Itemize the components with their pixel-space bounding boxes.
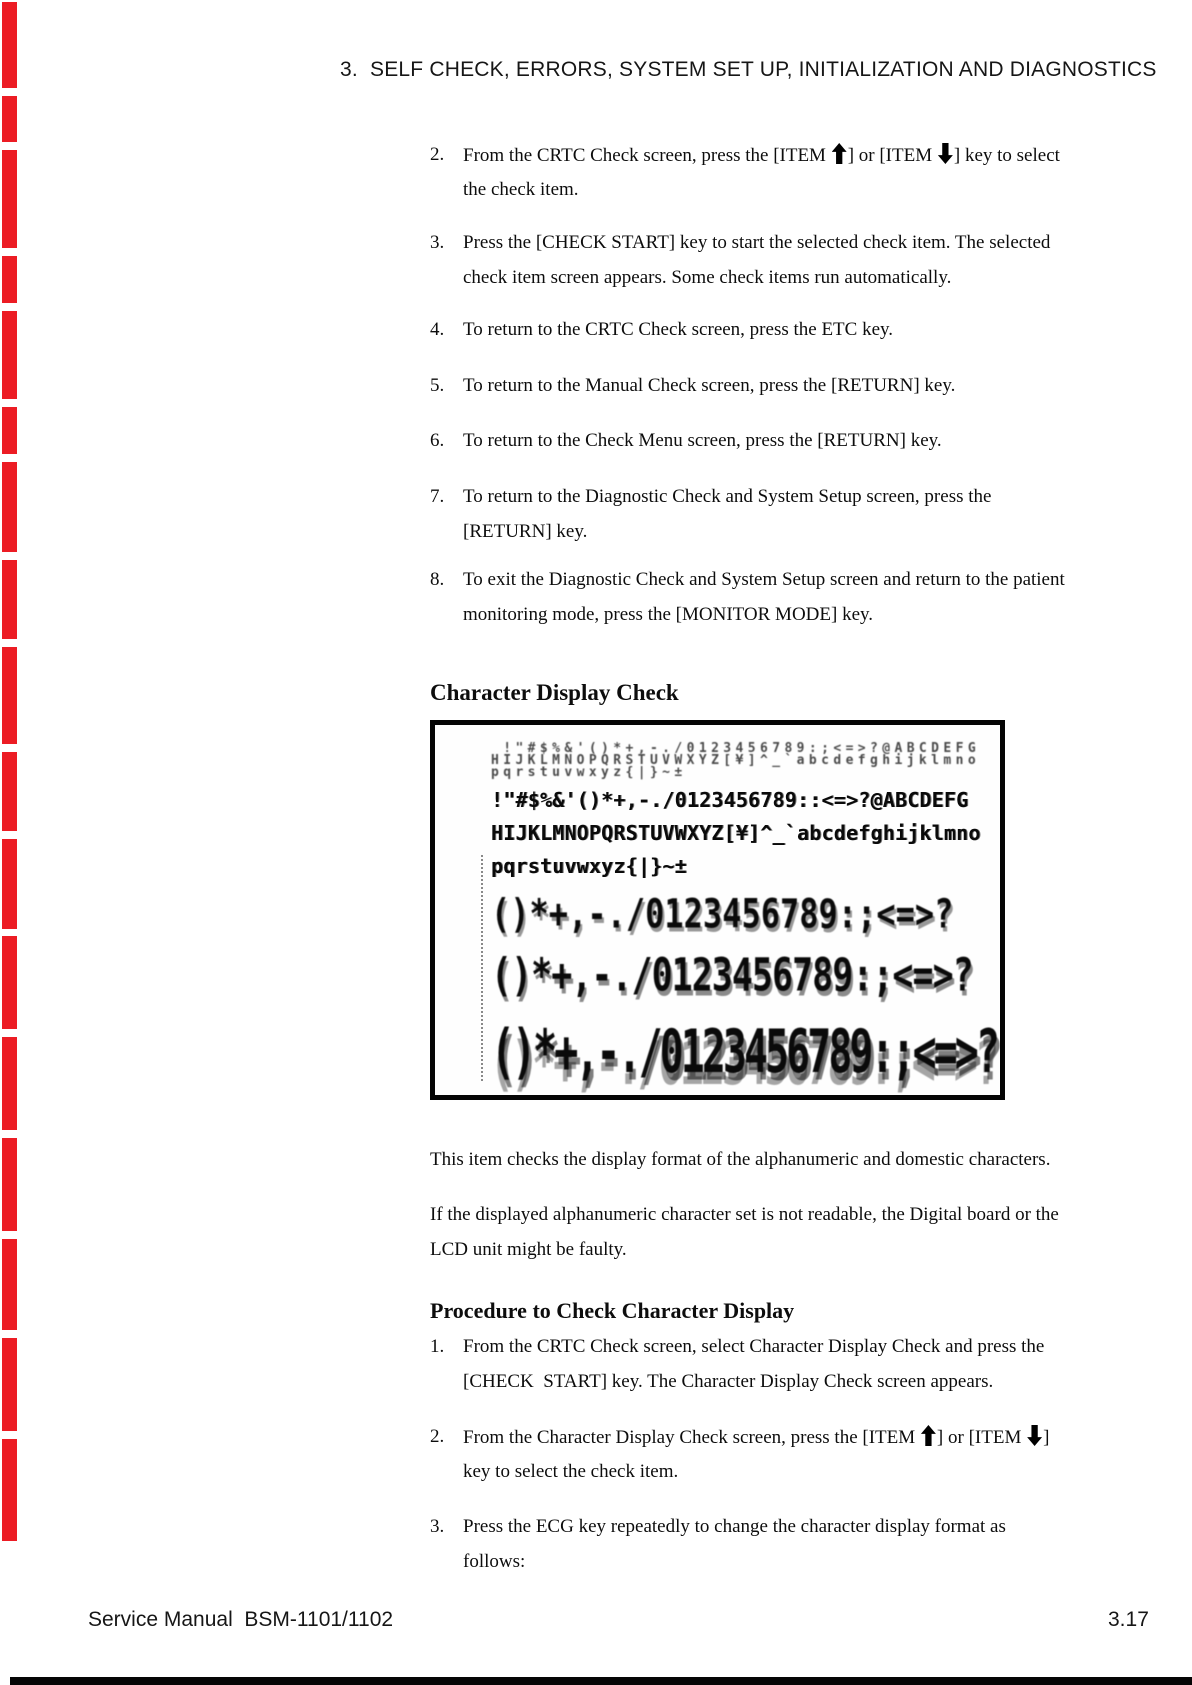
crt-small-line: HIJKLMNOPQRSTUVWXYZ[¥]^_`abcdefghijklmno — [491, 753, 981, 768]
step-line: monitoring mode, press the [MONITOR MODE] key. — [463, 604, 874, 625]
scan-edge-red-dash — [2, 407, 17, 454]
scan-edge-red-dash — [2, 311, 17, 399]
step-line: From the CRTC Check screen, select Character Display Check and press the — [463, 1336, 1045, 1357]
section-title: Character Display Check — [430, 680, 679, 705]
scan-edge-red-dash — [2, 1239, 17, 1330]
scan-edge-red-dash — [2, 560, 17, 639]
step-line: To exit the Diagnostic Check and System Setup screen and return to the patient — [463, 569, 1065, 590]
item-up-arrow-icon — [832, 143, 847, 164]
scan-edge-red-dash — [2, 1439, 17, 1541]
step-number: 1. — [430, 1336, 445, 1357]
item-up-arrow-icon — [921, 1425, 936, 1446]
scan-edge-red-dash — [2, 462, 17, 552]
scan-edge-red-dash — [2, 256, 17, 303]
crt-bold-line: pqrstuvwxyz{|}~± — [491, 854, 687, 878]
footer-rule — [10, 1677, 1192, 1685]
footer-page-number: 3.17 — [1108, 1608, 1149, 1631]
step-line: follows: — [463, 1551, 526, 1572]
scan-edge-red-dash — [2, 839, 17, 929]
paragraph: This item checks the display format of the alphanumeric and domestic characters. — [430, 1149, 1051, 1170]
crt-small-line: pqrstuvwxyz{|}~± — [491, 765, 687, 780]
step-line: To return to the Manual Check screen, press the [RETURN] key. — [463, 375, 956, 396]
footer-document-title: Service Manual BSM-1101/1102 — [88, 1608, 394, 1631]
step-line: Press the [CHECK START] key to start the selected check item. The selected — [463, 232, 1051, 253]
step-line: From the CRTC Check screen, press the [ITEM ] or [ITEM ] key to select — [463, 145, 1060, 166]
scan-edge-red-dash — [2, 752, 17, 831]
scan-edge-red-dash — [2, 96, 17, 142]
procedure-title: Procedure to Check Character Display — [430, 1298, 795, 1323]
paragraph: LCD unit might be faulty. — [430, 1239, 627, 1260]
step-number: 5. — [430, 375, 445, 396]
crt-bold-line: !"#$%&'()*+,-./0123456789::<=>?@ABCDEFG — [491, 788, 969, 812]
step-line: To return to the Check Menu screen, press the [RETURN] key. — [463, 430, 942, 451]
step-line: [RETURN] key. — [463, 521, 588, 542]
step-number: 3. — [430, 1516, 445, 1537]
step-number: 7. — [430, 486, 445, 507]
crt-large-line: ()*+,-./0123456789:;<=>? — [491, 950, 973, 1002]
step-number: 3. — [430, 232, 445, 253]
scan-edge-red-dash — [2, 1138, 17, 1231]
crt-dotted-column — [481, 855, 483, 1081]
item-down-arrow-icon — [1027, 1425, 1042, 1446]
crt-bold-line: HIJKLMNOPQRSTUVWXYZ[¥]^_`abcdefghijklmno — [491, 821, 981, 845]
crt-small-line: !"#$%&'()*+,-./0123456789:;<=>?@ABCDEFG — [491, 741, 981, 756]
step-line: [CHECK START] key. The Character Display Check screen appears. — [463, 1371, 994, 1392]
step-number: 8. — [430, 569, 445, 590]
paragraph: If the displayed alphanumeric character set is not readable, the Digital board or the — [430, 1204, 1059, 1225]
step-number: 2. — [430, 1426, 445, 1447]
character-display-check-image — [430, 720, 1005, 1100]
step-line: To return to the Diagnostic Check and System Setup screen, press the — [463, 486, 992, 507]
step-line: key to select the check item. — [463, 1461, 679, 1482]
scan-edge-red-dash — [2, 1037, 17, 1130]
step-line: Press the ECG key repeatedly to change the character display format as — [463, 1516, 1006, 1537]
scan-edge-red-dash — [2, 1338, 17, 1431]
step-line: check item screen appears. Some check items run automatically. — [463, 267, 952, 288]
step-line: the check item. — [463, 179, 579, 200]
scan-edge-red-dash — [2, 647, 17, 744]
step-line: To return to the CRTC Check screen, press the ETC key. — [463, 319, 894, 340]
step-number: 6. — [430, 430, 445, 451]
step-line: From the Character Display Check screen, press the [ITEM ] or [ITEM ] — [463, 1427, 1050, 1448]
item-down-arrow-icon — [938, 143, 953, 164]
scan-edge-red-dash — [2, 2, 17, 88]
chapter-header: 3. SELF CHECK, ERRORS, SYSTEM SET UP, INITIALIZATION AND DIAGNOSTICS — [340, 58, 1157, 81]
crt-large-line: ()*+,-./0123456789:;<=>? — [491, 890, 954, 938]
scan-edge-red-dash — [2, 936, 17, 1029]
step-number: 4. — [430, 319, 445, 340]
crt-large-line: ()*+,-./0123456789:;<=>? — [491, 1018, 997, 1087]
step-number: 2. — [430, 144, 445, 165]
crt-content — [491, 741, 997, 1087]
scan-edge-red-dash — [2, 150, 17, 248]
